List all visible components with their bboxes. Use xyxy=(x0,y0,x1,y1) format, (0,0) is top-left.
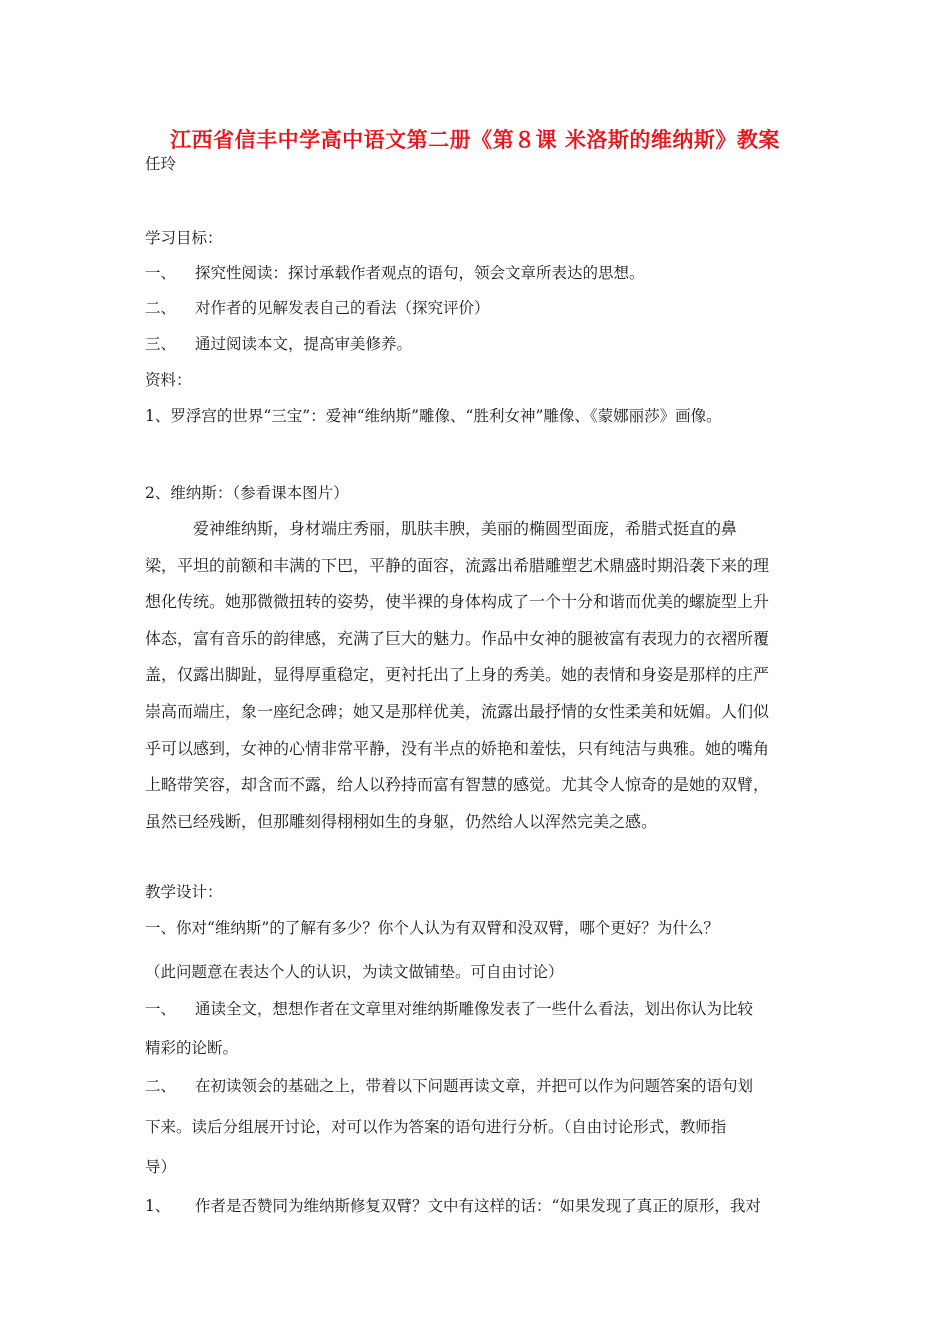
objective-number: 三、 xyxy=(145,335,177,353)
document-title: 江西省信丰中学高中语文第二册《第８课 米洛斯的维纳斯》教案 xyxy=(170,127,780,152)
objectives-heading: 学习目标： xyxy=(145,229,223,247)
design-step-number: 一、 xyxy=(145,1000,177,1018)
material-item: 1、罗浮宫的世界“三宝”：爱神“维纳斯”雕像、“胜利女神”雕像、《蒙娜丽莎》画像。 xyxy=(145,407,722,425)
objective-item xyxy=(145,261,645,283)
design-step-continuation: 下来。读后分组展开讨论，对可以作为答案的语句进行分析。（自由讨论形式，教师指 xyxy=(145,1118,727,1136)
objective-number: 一、 xyxy=(145,264,177,282)
paragraph-line: 想化传统。她那微微扭转的姿势，使半裸的身体构成了一个十分和谐而优美的螺旋型上升 xyxy=(145,592,770,612)
paragraph-line: 体态，富有音乐的韵律感，充满了巨大的魅力。作品中女神的腿被富有表现力的衣褶所覆 xyxy=(145,628,770,648)
objective-item xyxy=(145,296,490,318)
design-step-continuation: 导） xyxy=(145,1158,177,1176)
design-step-number: 二、 xyxy=(145,1077,177,1095)
paragraph-line: 上略带笑容，却含而不露，给人以矜持而富有智慧的感觉。尤其令人惊奇的是她的双臂， xyxy=(145,775,770,795)
paragraph-line: 爱神维纳斯，身材端庄秀丽，肌肤丰腴，美丽的椭圆型面庞，希腊式挺直的鼻 xyxy=(145,519,738,538)
design-heading: 教学设计： xyxy=(145,883,223,901)
paragraph-line: 虽然已经残断，但那雕刻得栩栩如生的身躯，仍然给人以浑然完美之感。 xyxy=(145,811,658,831)
objective-item xyxy=(145,332,412,354)
objective-text: 通过阅读本文，提高审美修养。 xyxy=(195,335,413,353)
design-sub-item xyxy=(145,1194,761,1216)
paragraph-line: 梁，平坦的前额和丰满的下巴，平静的面容，流露出希腊雕塑艺术鼎盛时期沿袭下来的理 xyxy=(145,555,770,575)
materials-heading: 资料： xyxy=(145,371,192,389)
objective-text: 对作者的见解发表自己的看法（探究评价） xyxy=(195,299,490,317)
objective-text: 探究性阅读：探讨承载作者观点的语句，领会文章所表达的思想。 xyxy=(195,264,645,282)
design-question-note: （此问题意在表达个人的认识，为读文做铺垫。可自由讨论） xyxy=(145,963,564,981)
author-name: 任玲 xyxy=(145,155,177,173)
paragraph-line: 乎可以感到，女神的心情非常平静，没有半点的娇艳和羞怯，只有纯洁与典雅。她的嘴角 xyxy=(145,738,770,758)
design-step-text: 通读全文，想想作者在文章里对维纳斯雕像发表了一些什么看法，划出你认为比较 xyxy=(195,1000,754,1018)
paragraph-line: 盖，仅露出脚趾，显得厚重稳定，更衬托出了上身的秀美。她的表情和身姿是那样的庄严 xyxy=(145,665,770,685)
design-step-continuation: 精彩的论断。 xyxy=(145,1039,239,1057)
design-step xyxy=(145,1074,753,1096)
material-item: 2、维纳斯：（参看课本图片） xyxy=(145,484,349,502)
design-sub-item-text: 作者是否赞同为维纳斯修复双臂？文中有这样的话：“如果发现了真正的原形，我对 xyxy=(195,1197,761,1215)
venus-description xyxy=(145,511,815,840)
paragraph-line: 崇高而端庄，象一座纪念碑；她又是那样优美，流露出最抒情的女性柔美和妩媚。人们似 xyxy=(145,701,770,721)
design-question: 一、你对“维纳斯”的了解有多少？你个人认为有双臂和没双臂，哪个更好？为什么？ xyxy=(145,919,719,937)
design-step-text: 在初读领会的基础之上，带着以下问题再读文章，并把可以作为问题答案的语句划 xyxy=(195,1077,754,1095)
objective-number: 二、 xyxy=(145,299,177,317)
design-step xyxy=(145,997,753,1019)
design-sub-item-number: 1、 xyxy=(145,1197,171,1215)
